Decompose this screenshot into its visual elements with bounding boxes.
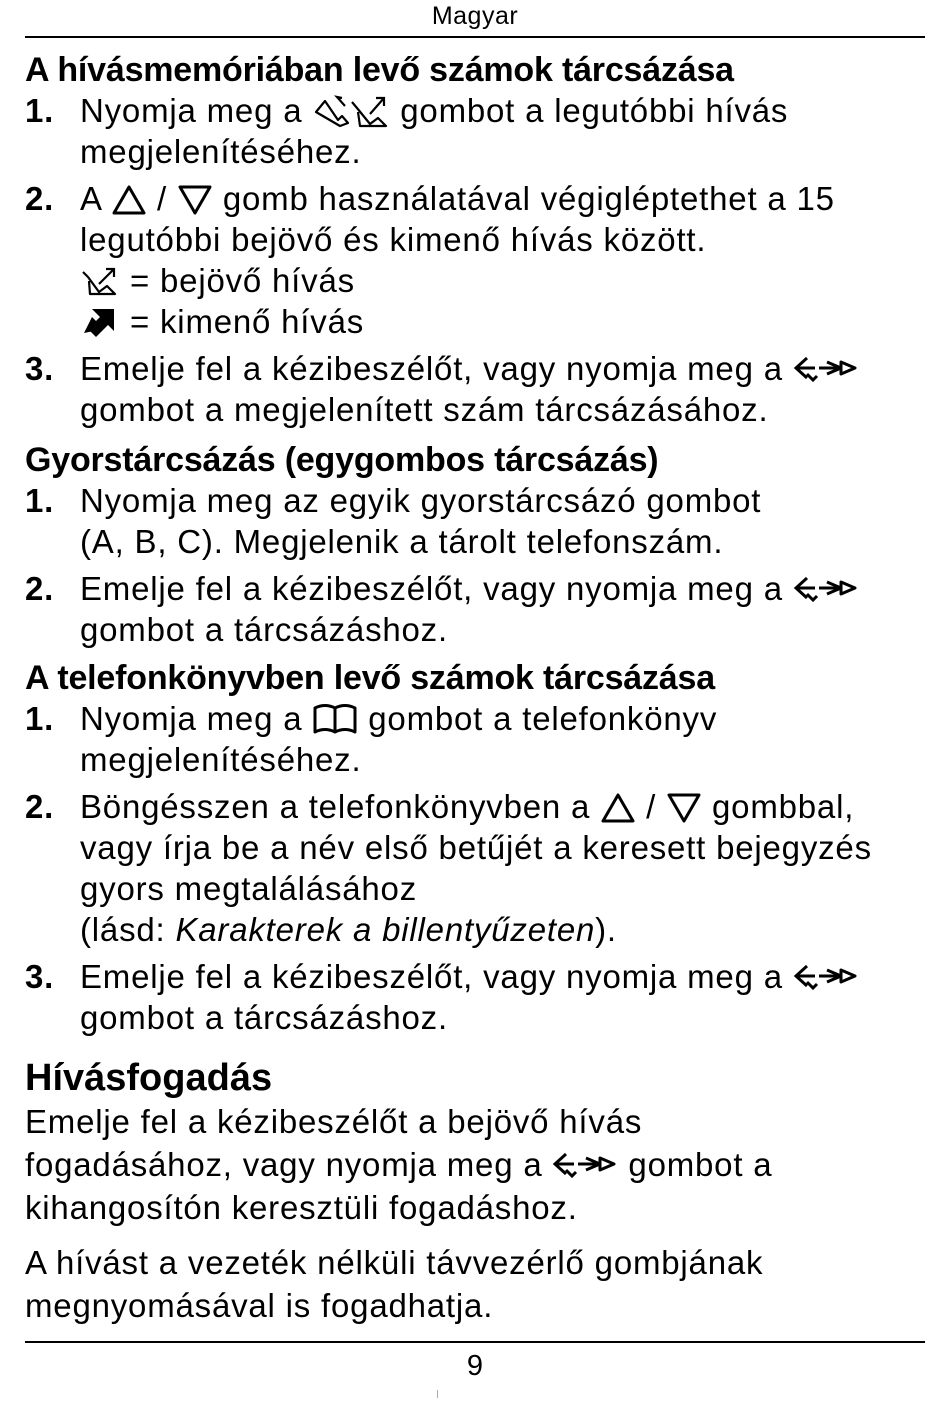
step-number: 2. — [25, 788, 55, 825]
call-type-legend — [25, 260, 925, 342]
speaker-call-icon — [552, 1150, 618, 1182]
up-arrow-icon — [111, 184, 147, 216]
step-phonebook-2 — [25, 786, 925, 950]
step-text-line: gombot a megjelenített szám tárcsázásához. — [80, 391, 769, 428]
step-text-line: megjelenítéséhez. — [80, 741, 362, 778]
paragraph-text: gombot a — [628, 1146, 773, 1183]
step-text-line: (A, B, C). Megjelenik a tárolt telefonszám. — [80, 523, 724, 560]
step-number: 2. — [25, 570, 55, 607]
step-speed-dial-1 — [25, 480, 925, 562]
step-text: ). — [595, 911, 617, 948]
down-arrow-icon — [177, 184, 213, 216]
paragraph-line: Emelje fel a kézibeszélőt a bejövő hívás — [25, 1103, 643, 1140]
step-text: gombot a telefonkönyv — [368, 700, 718, 737]
step-text: Nyomja meg a — [80, 92, 303, 129]
step-text: gomb használatával végigléptethet a 15 — [222, 180, 835, 217]
phonebook-icon — [312, 702, 358, 736]
section-title-speed-dial: Gyorstárcsázás (egygombos tárcsázás) — [25, 441, 659, 479]
answer-paragraph-2 — [25, 1241, 925, 1327]
header-divider — [25, 36, 925, 38]
step-number: 1. — [25, 482, 55, 519]
step-text-line: gombot a tárcsázáshoz. — [80, 611, 448, 648]
paragraph-line: megnyomásával is fogadhatja. — [25, 1287, 494, 1324]
step-phonebook-3 — [25, 956, 925, 1038]
step-text: Böngésszen a telefonkönyvben a — [80, 788, 591, 825]
up-arrow-icon — [600, 792, 636, 824]
step-text: Nyomja meg a — [80, 700, 303, 737]
paragraph-text: fogadásához, vagy nyomja meg a — [25, 1146, 543, 1183]
step-text: Emelje fel a kézibeszélőt, vagy nyomja meg a — [80, 958, 783, 995]
step-call-memory-1 — [25, 90, 925, 172]
step-text-line: gombot a tárcsázáshoz. — [80, 999, 448, 1036]
answer-paragraph-1 — [25, 1100, 925, 1229]
step-phonebook-1 — [25, 698, 925, 780]
speaker-call-icon — [793, 354, 859, 386]
step-call-memory-2 — [25, 178, 925, 260]
page-number: 9 — [466, 1350, 484, 1382]
step-number: 1. — [25, 700, 55, 737]
paragraph-line: kihangosítón keresztüli fogadáshoz. — [25, 1189, 578, 1226]
speaker-call-icon — [793, 962, 859, 994]
step-text: Emelje fel a kézibeszélőt, vagy nyomja meg a — [80, 350, 783, 387]
step-number: 3. — [25, 958, 55, 995]
step-number: 2. — [25, 180, 55, 217]
slash-separator: / — [646, 788, 657, 825]
step-text: (lásd: — [80, 911, 176, 948]
step-number: 1. — [25, 92, 55, 129]
section-title-call-memory: A hívásmemóriában levő számok tárcsázása — [25, 51, 734, 89]
step-number: 3. — [25, 350, 55, 387]
down-arrow-icon — [666, 792, 702, 824]
step-text-line: vagy írja be a név első betűjét a keresett bejegyzés — [80, 829, 872, 866]
footer-divider — [25, 1341, 925, 1343]
legend-outgoing — [80, 301, 925, 342]
paragraph-line: A hívást a vezeték nélküli távvezérlő gombjának — [25, 1244, 764, 1281]
section-title-phonebook: A telefonkönyvben levő számok tárcsázása — [25, 659, 715, 697]
step-text-line: megjelenítéséhez. — [80, 133, 362, 170]
step-text: Emelje fel a kézibeszélőt, vagy nyomja meg a — [80, 570, 783, 607]
legend-incoming — [80, 260, 925, 301]
step-text: gombbal, — [712, 788, 855, 825]
legend-text: = bejövő hívás — [129, 262, 355, 299]
step-call-memory-3 — [25, 348, 925, 430]
incoming-call-icon — [80, 266, 120, 298]
step-speed-dial-2 — [25, 568, 925, 650]
print-mark — [437, 1390, 438, 1398]
step-text-line: legutóbbi bejövő és kimenő hívás között. — [80, 221, 707, 258]
legend-text: = kimenő hívás — [129, 303, 365, 340]
section-title-answer: Hívásfogadás — [25, 1057, 273, 1099]
page-language-header: Magyar — [431, 2, 519, 30]
step-text: A — [80, 180, 101, 217]
step-text: gombot a legutóbbi hívás — [400, 92, 789, 129]
cross-reference: Karakterek a billentyűzeten — [175, 911, 596, 948]
outgoing-call-icon — [80, 305, 120, 339]
slash-separator: / — [156, 180, 167, 217]
speaker-call-icon — [793, 574, 859, 606]
step-text-line: gyors megtalálásához — [80, 870, 418, 907]
step-text-line: Nyomja meg az egyik gyorstárcsázó gombot — [80, 482, 762, 519]
call-list-icon — [312, 94, 390, 128]
page-content — [25, 50, 925, 1327]
